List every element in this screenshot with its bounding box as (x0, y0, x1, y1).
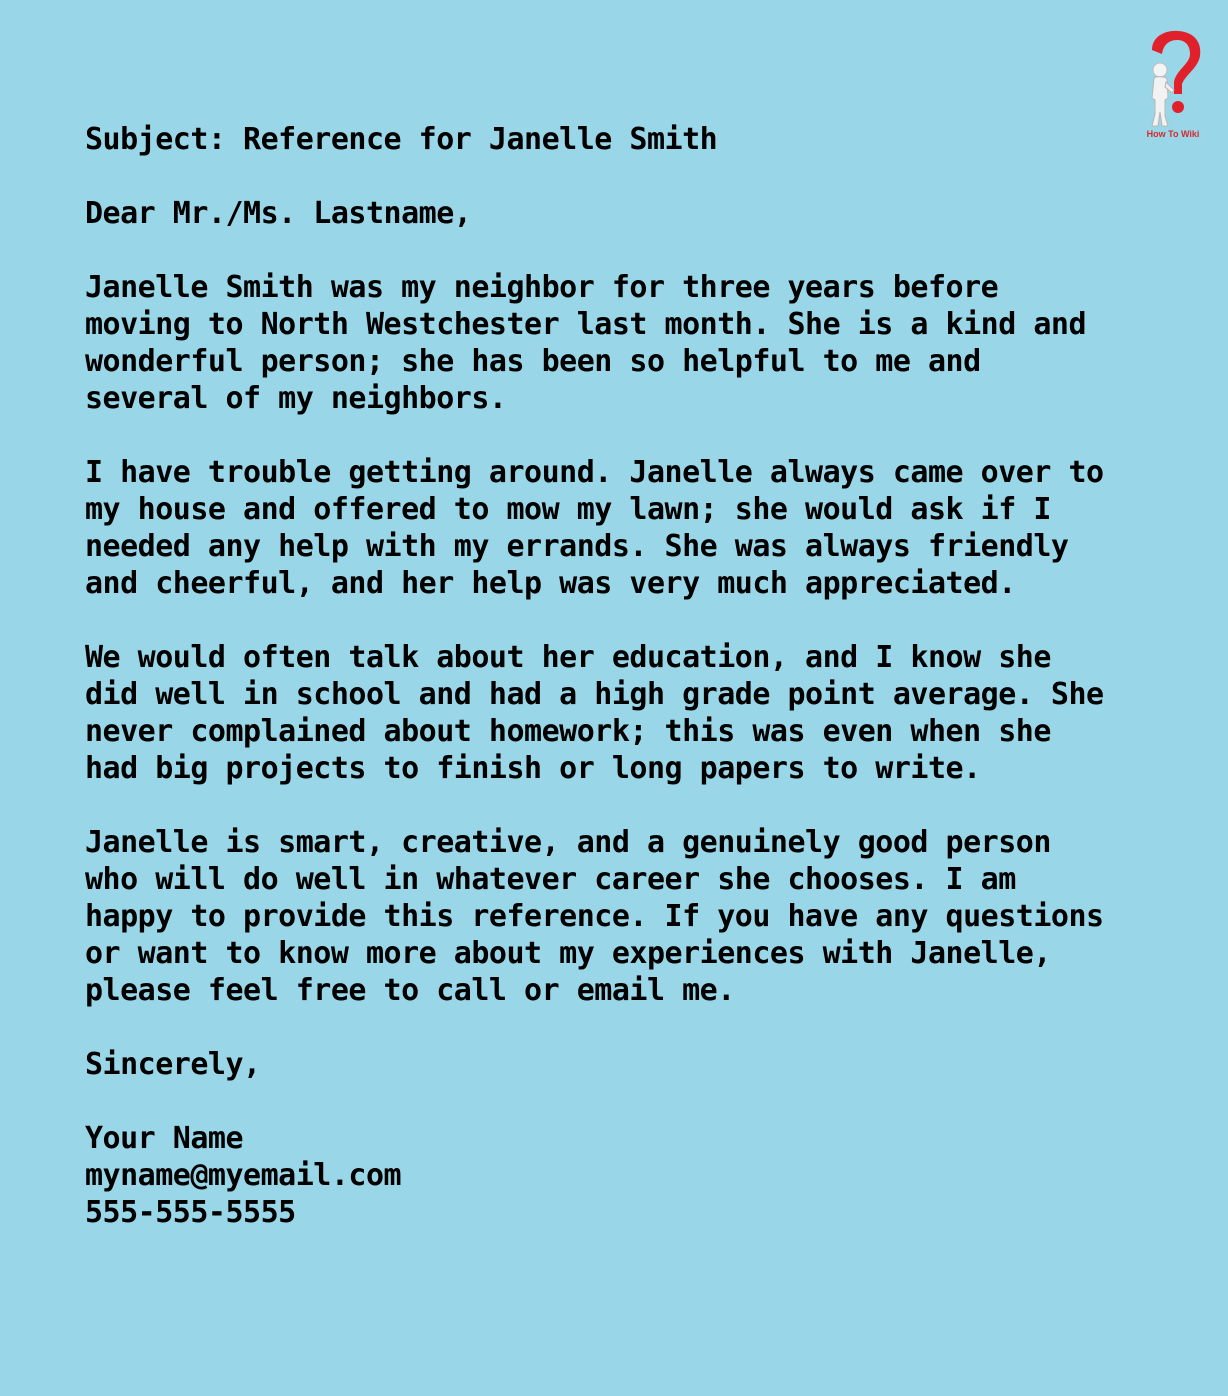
paragraph-line: my house and offered to mow my lawn; she would ask if I (85, 492, 1051, 527)
paragraph-line: Janelle is smart, creative, and a genuinely good person (85, 825, 1051, 860)
letter-paragraph-1 (85, 269, 1165, 417)
paragraph-line: moving to North Westchester last month. She is a kind and (85, 307, 1087, 342)
paragraph-line: did well in school and had a high grade point average. She (85, 677, 1104, 712)
paragraph-line: several of my neighbors. (85, 381, 507, 416)
letter-subject (85, 121, 1165, 158)
paragraph-line: happy to provide this reference. If you have any questions (85, 899, 1104, 934)
paragraph-line: never complained about homework; this was even when she (85, 714, 1051, 749)
letter-salutation (85, 195, 1165, 232)
letter-closing (85, 1046, 1165, 1083)
paragraph-line: Janelle Smith was my neighbor for three years before (85, 270, 999, 305)
signature-name: Your Name (85, 1121, 244, 1156)
salutation-line: Dear Mr./Ms. Lastname, (85, 196, 472, 231)
signature-phone: 555-555-5555 (85, 1195, 296, 1230)
letter-paragraph-4 (85, 824, 1165, 1009)
letter-paragraph-3 (85, 639, 1165, 787)
paragraph-line: and cheerful, and her help was very much appreciated. (85, 566, 1016, 601)
paragraph-line: had big projects to finish or long papers to write. (85, 751, 981, 786)
letter-paragraph-2 (85, 454, 1165, 602)
subject-line: Subject: Reference for Janelle Smith (85, 122, 718, 157)
paragraph-line: or want to know more about my experiences with Janelle, (85, 936, 1051, 971)
signature-email: myname@myemail.com (85, 1158, 402, 1193)
paragraph-line: please feel free to call or email me. (85, 973, 735, 1008)
logo-text: How To Wiki (1146, 129, 1200, 139)
question-mark-figure-icon (1138, 28, 1208, 128)
paragraph-line: I have trouble getting around. Janelle always came over to (85, 455, 1104, 490)
paragraph-line: We would often talk about her education, and I know she (85, 640, 1051, 675)
reference-letter (85, 121, 1165, 1231)
closing-line: Sincerely, (85, 1047, 261, 1082)
letter-signature (85, 1120, 1165, 1231)
paragraph-line: needed any help with my errands. She was always friendly (85, 529, 1069, 564)
paragraph-line: who will do well in whatever career she chooses. I am (85, 862, 1016, 897)
paragraph-line: wonderful person; she has been so helpful to me and (85, 344, 981, 379)
